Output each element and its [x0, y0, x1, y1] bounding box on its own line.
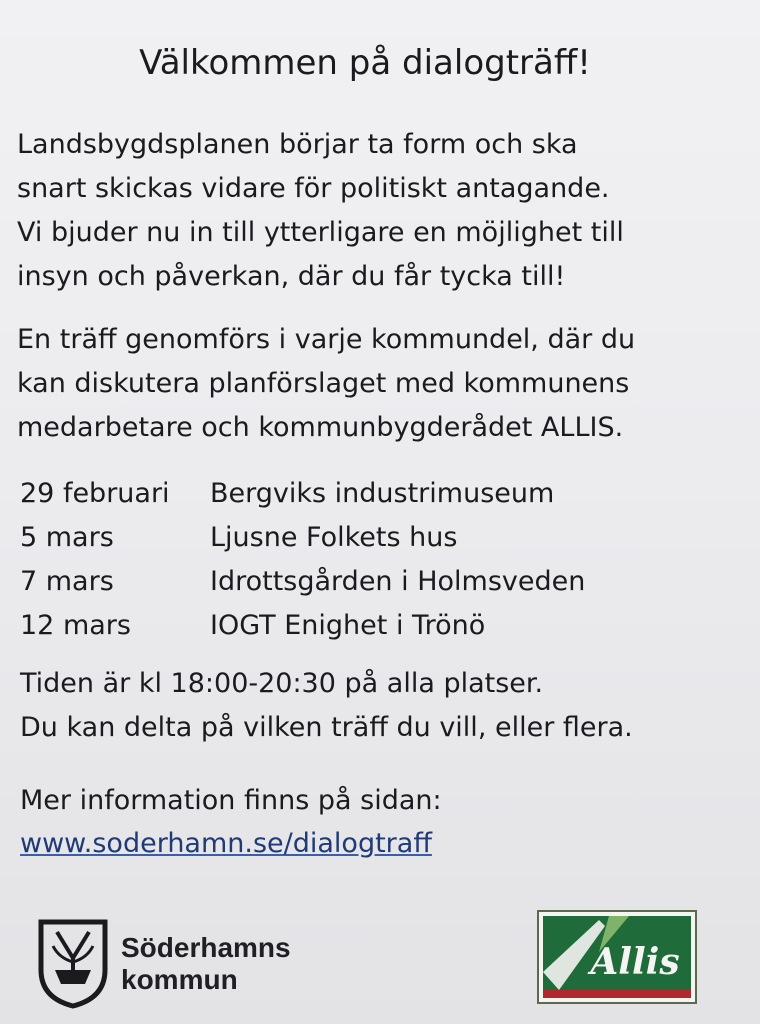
- soderhamns-kommun-logo: [37, 918, 291, 1010]
- kommun-name-line: kommun: [121, 964, 238, 995]
- schedule-row: [20, 516, 720, 560]
- time-line: Du kan delta på vilken träff du vill, eller flera.: [20, 712, 633, 743]
- schedule-place: Ljusne Folkets hus: [210, 522, 458, 553]
- intro-paragraph: [17, 123, 737, 299]
- schedule-row: [20, 560, 720, 604]
- time-line: Tiden är kl 18:00-20:30 på alla platser.: [20, 668, 544, 699]
- schedule-date: 29 februari: [20, 478, 170, 509]
- page-title: Välkommen på dialogträff!: [139, 43, 591, 83]
- intro-line: Vi bjuder nu in till ytterligare en möjlighet till: [17, 217, 624, 248]
- schedule-row: [20, 472, 720, 516]
- allis-logo: [537, 910, 697, 1004]
- schedule-place: IOGT Enighet i Trönö: [210, 610, 486, 641]
- schedule-date: 7 mars: [20, 566, 114, 597]
- intro-line: Landsbygdsplanen börjar ta form och ska: [17, 129, 578, 160]
- intro-line: snart skickas vidare för politiskt antagande.: [17, 173, 610, 204]
- schedule-place: Bergviks industrimuseum: [210, 478, 555, 509]
- details-line: kan diskutera planförslaget med kommunens: [17, 368, 630, 399]
- allis-wordmark: Allis: [590, 941, 680, 983]
- time-paragraph: [20, 662, 740, 750]
- details-line: En träff genomförs i varje kommundel, där du: [17, 324, 636, 355]
- coat-of-arms-icon: [37, 918, 109, 1010]
- schedule-date: 5 mars: [20, 522, 114, 553]
- allis-emblem-icon: [539, 912, 695, 1002]
- kommun-name: [121, 932, 291, 996]
- schedule-row: [20, 604, 720, 648]
- intro-line: insyn och påverkan, där du får tycka till!: [17, 261, 566, 292]
- details-line: medarbetare och kommunbygderådet ALLIS.: [17, 412, 624, 443]
- schedule-place: Idrottsgården i Holmsveden: [210, 566, 586, 597]
- more-info-text: Mer information finns på sidan:: [20, 785, 442, 816]
- details-paragraph: [17, 318, 737, 450]
- schedule-date: 12 mars: [20, 610, 131, 641]
- dialogtraff-link[interactable]: www.soderhamn.se/dialogtraff: [20, 828, 432, 859]
- schedule-list: [20, 472, 720, 648]
- kommun-name-line: Söderhamns: [121, 932, 291, 963]
